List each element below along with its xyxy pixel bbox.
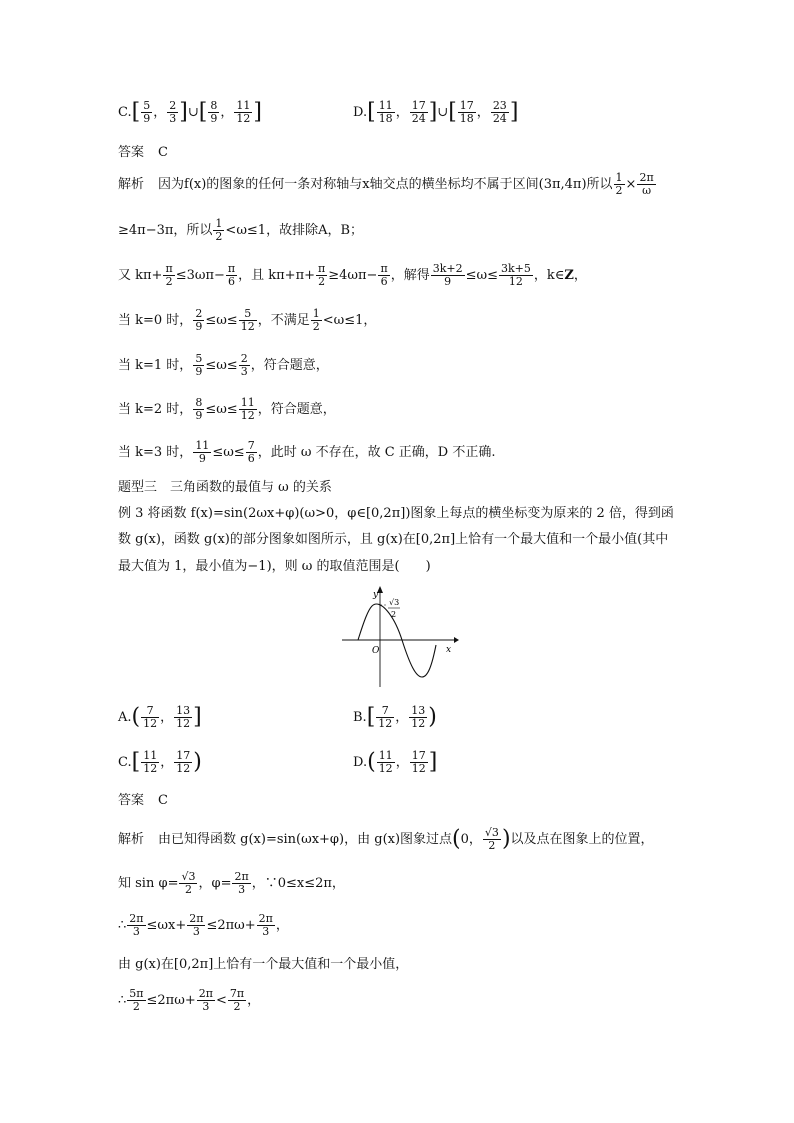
solution-2-line-2: 知 sin φ= $\frac{√3}{2}$ ，φ= $\frac{2\pi}{3}$ ，∵0≤x≤2π， <box>118 870 345 896</box>
origin-label: O <box>372 646 380 656</box>
sine-curve <box>358 604 436 677</box>
example-3-line-3: 最大值为 1，最小值为−1)，则 ω 的取值范围是( ) <box>118 559 431 574</box>
example-3-line-1: 例 3 将函数 f(x)=sin(2ωx+φ)(ω>0，φ∈[0,2π])图象上每点的横坐标变为原来的 2 倍，得到函 <box>118 506 674 521</box>
solution-1-line-2: ≥4π−3π，所以 $\frac{1}{2}$ <ω≤1，故排除A，B； <box>118 217 364 243</box>
solution-1-line-4: 当 k=0 时， $\frac{2}{9}$ ≤ω≤ $\frac{5}{12}$ ，不满足 $\frac{1}{2}$ <ω≤1， <box>118 307 377 333</box>
solution-1-line-7: 当 k=3 时， $\frac{11}{9}$ ≤ω≤ $\frac{7}{6}$ ，此时 ω 不存在，故 C 正确，D 不正确. <box>118 439 496 465</box>
example-3-line-2: 数 g(x)，函数 g(x)的部分图象如图所示，且 g(x)在[0,2π]上恰有一个最大值和一个最小值(其中 <box>118 532 669 547</box>
answer-1: 答案 C <box>118 145 168 160</box>
section-title: 题型三 三角函数的最值与 ω 的关系 <box>118 480 332 495</box>
answer-2: 答案 C <box>118 793 168 808</box>
option-d: D.( $\frac{11}{12}$ ， $\frac{17}{12}$ ] <box>353 749 438 775</box>
point-den: 2 <box>391 610 397 619</box>
solution-2-line-1: 解析 由已知得函数 g(x)=sin(ωx+φ)，由 g(x)图象过点(0， $\frac{√3}{2}$ )以及点在图象上的位置， <box>118 826 654 852</box>
y-label: y <box>373 590 379 600</box>
solution-1-line-1: 解析 因为f(x)的图象的任何一条对称轴与x轴交点的横坐标均不属于区间(3π,4π)所以 $\frac{1}{2}$ × $\frac{2\pi}{\omega}$ <box>118 171 654 197</box>
sine-graph <box>340 585 460 690</box>
option-c-top: C.[ $\frac{5}{9}$ ， $\frac{2}{3}$ ]∪[ $\frac{8}{9}$ ， $\frac{11}{12}$ ] <box>118 99 262 125</box>
option-b: B.[ $\frac{7}{12}$ ， $\frac{13}{12}$ ) <box>353 704 437 730</box>
point-num: √3 <box>389 598 400 607</box>
x-axis-arrow-icon <box>454 637 459 643</box>
solution-2-line-4: 由 g(x)在[0,2π]上恰有一个最大值和一个最小值， <box>118 957 409 972</box>
option-c: C.[ $\frac{11}{12}$ ， $\frac{17}{12}$ ) <box>118 749 202 775</box>
solution-2-line-5: ∴ $\frac{5\pi}{2}$ ≤2πω+ $\frac{2\pi}{3}$ < $\frac{7\pi}{2}$ ， <box>118 987 261 1013</box>
solution-1-line-5: 当 k=1 时， $\frac{5}{9}$ ≤ω≤ $\frac{2}{3}$ ，符合题意， <box>118 352 329 378</box>
option-a: A.( $\frac{7}{12}$ ， $\frac{13}{12}$ ] <box>118 704 202 730</box>
option-d-top: D.[ $\frac{11}{18}$ ， $\frac{17}{24}$ ]∪[ $\frac{17}{18}$ ， $\frac{23}{24}$ ] <box>353 99 519 125</box>
x-label: x <box>446 645 452 655</box>
solution-1-line-3: 又 kπ+ $\frac{\pi}{2}$ ≤3ωπ− $\frac{\pi}{6}$ ，且 kπ+π+ $\frac{\pi}{2}$ ≥4ωπ− $\frac{\pi}{6}$ ，解得 $\frac{3k+2}{9}$ ≤ω≤ $\frac{3k+5}{12}$ ，k∈Z， <box>118 262 587 288</box>
solution-1-line-6: 当 k=2 时， $\frac{8}{9}$ ≤ω≤ $\frac{11}{12}$ ，符合题意， <box>118 396 336 422</box>
solution-2-line-3: ∴ $\frac{2\pi}{3}$ ≤ωx+ $\frac{2\pi}{3}$ ≤2πω+ $\frac{2\pi}{3}$ ， <box>118 912 289 938</box>
